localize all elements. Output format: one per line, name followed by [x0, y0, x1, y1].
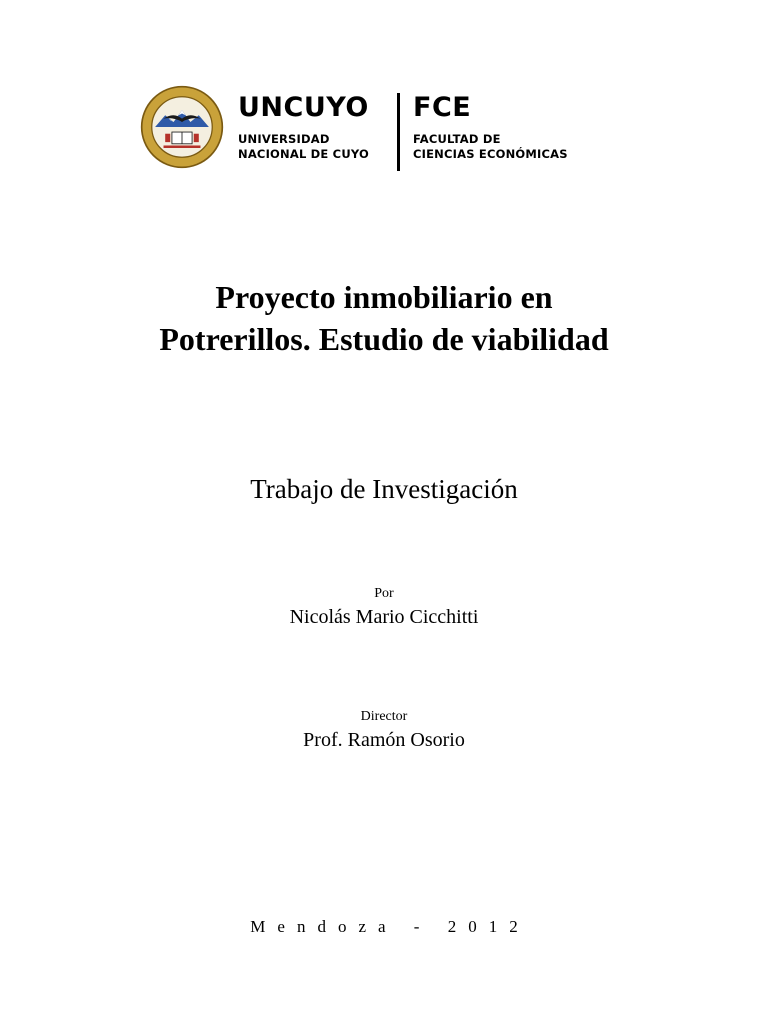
director-label: Director — [360, 709, 408, 724]
faculty-block — [413, 92, 568, 162]
author-name: Nicolás Mario Cicchitti — [289, 606, 479, 628]
document-subtitle: Trabajo de Investigación — [250, 474, 518, 504]
author-label: Por — [374, 586, 394, 601]
university-brand: UNCUYO — [238, 92, 369, 123]
faculty-line-2: CIENCIAS ECONÓMICAS — [413, 147, 568, 161]
faculty-line-1: FACULTAD DE — [413, 132, 501, 146]
faculty-brand: FCE — [413, 92, 472, 123]
document-title — [0, 276, 768, 360]
title-line-1: Proyecto inmobiliario en — [215, 279, 553, 315]
header — [0, 0, 768, 200]
university-line-1: UNIVERSIDAD — [238, 132, 330, 146]
title-line-2: Potrerillos. Estudio de viabilidad — [159, 321, 609, 357]
university-block — [238, 92, 369, 162]
header-divider — [397, 93, 400, 171]
university-seal-icon — [140, 85, 224, 169]
university-line-2: NACIONAL DE CUYO — [238, 147, 369, 161]
place-date-footer: Mendoza - 2012 — [250, 917, 530, 936]
director-name: Prof. Ramón Osorio — [303, 729, 465, 751]
